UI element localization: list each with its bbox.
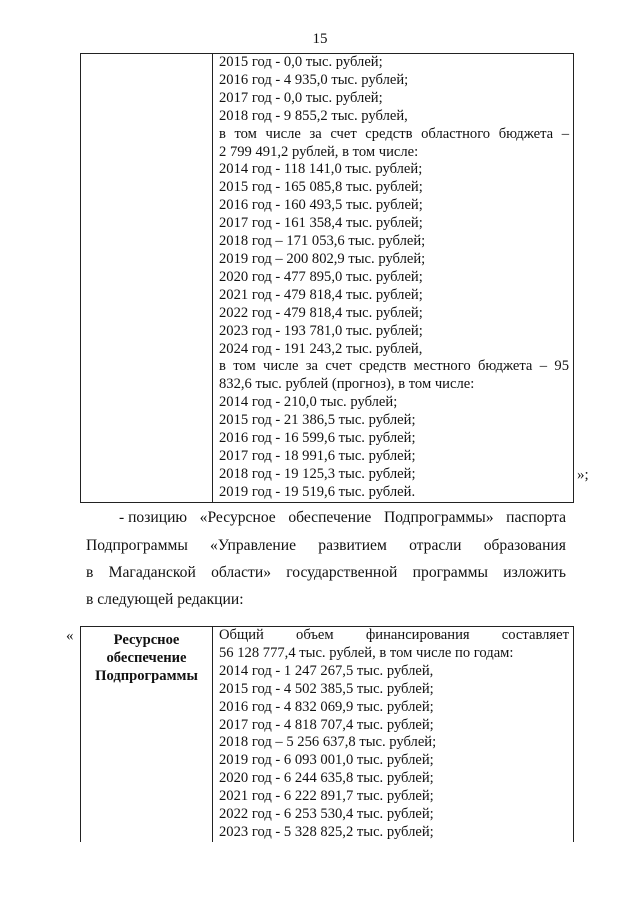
opening-quote: «: [66, 628, 74, 644]
word: государственной: [286, 564, 398, 581]
table-cell-funding-details: [213, 627, 574, 842]
funding-line: 2019 год - 6 093 001,0 тыс. рублей;: [219, 752, 434, 769]
funding-line: в том числе за счет средств областного бюджета –: [219, 125, 569, 142]
funding-line: 2016 год - 16 599,6 тыс. рублей;: [219, 430, 416, 447]
table-row: [81, 627, 574, 842]
funding-line: 2022 год - 479 818,4 тыс. рублей;: [219, 304, 423, 321]
word: паспорта: [506, 509, 566, 526]
word: обеспечение: [288, 509, 372, 526]
word: Подпрограммы: [86, 537, 188, 554]
closing-quote: »;: [577, 467, 589, 483]
funding-line: 2015 год - 21 386,5 тыс. рублей;: [219, 412, 416, 429]
funding-line: 2018 год - 9 855,2 тыс. рублей,: [219, 107, 408, 124]
funding-line: 2019 год – 200 802,9 тыс. рублей;: [219, 250, 426, 267]
funding-line: 2016 год - 4 935,0 тыс. рублей;: [219, 71, 409, 88]
funding-line: 2014 год - 1 247 267,5 тыс. рублей,: [219, 662, 434, 679]
word: в: [86, 564, 94, 581]
resource-table-continued: [80, 53, 574, 503]
funding-line: 2018 год – 171 053,6 тыс. рублей;: [219, 233, 426, 250]
word: развитием: [318, 537, 387, 554]
resource-table-new: [80, 626, 574, 842]
table-row: [81, 54, 574, 503]
word: образования: [483, 537, 566, 554]
funding-line: 2022 год - 6 253 530,4 тыс. рублей;: [219, 806, 434, 823]
funding-line: в том числе за счет средств местного бюджета – 95: [219, 358, 569, 375]
funding-line: 2017 год - 4 818 707,4 тыс. рублей;: [219, 716, 434, 733]
word: программы: [412, 564, 488, 581]
funding-line: 2018 год - 19 125,3 тыс. рублей;: [219, 465, 416, 482]
funding-line: 2014 год - 210,0 тыс. рублей;: [219, 394, 398, 411]
funding-line: 2017 год - 161 358,4 тыс. рублей;: [219, 215, 423, 232]
label-line: Ресурсное: [113, 632, 180, 648]
word: изложить: [503, 564, 566, 581]
paragraph-line-1: [119, 508, 566, 528]
funding-line: 2016 год - 160 493,5 тыс. рублей;: [219, 197, 423, 214]
label-line: обеспечение: [106, 650, 187, 666]
paragraph-line-4: в следующей редакции:: [86, 591, 244, 608]
word: отрасли: [409, 537, 462, 554]
label-line: Подпрограммы: [95, 668, 198, 684]
funding-line: 2018 год – 5 256 637,8 тыс. рублей;: [219, 734, 437, 751]
funding-line: 2020 год - 477 895,0 тыс. рублей;: [219, 268, 423, 285]
funding-line: 2014 год - 118 141,0 тыс. рублей;: [219, 161, 423, 178]
funding-line: 2021 год - 479 818,4 тыс. рублей;: [219, 286, 423, 303]
table-cell-label: [81, 627, 213, 842]
table-cell-funding-details: [213, 54, 574, 503]
funding-line: 2021 год - 6 222 891,7 тыс. рублей;: [219, 788, 434, 805]
word: «Управление: [210, 537, 297, 554]
page-number: 15: [312, 31, 328, 47]
funding-line: 2016 год - 4 832 069,9 тыс. рублей;: [219, 698, 434, 715]
funding-line: 2017 год - 18 991,6 тыс. рублей;: [219, 447, 416, 464]
funding-line: 2023 год - 5 328 825,2 тыс. рублей;: [219, 823, 434, 840]
funding-line: 2015 год - 0,0 тыс. рублей;: [219, 54, 383, 70]
funding-line: 832,6 тыс. рублей (прогноз), в том числе:: [219, 376, 475, 393]
word: - позицию: [119, 509, 188, 526]
paragraph-line-2: [86, 536, 566, 556]
funding-line: 2015 год - 4 502 385,5 тыс. рублей;: [219, 680, 434, 697]
word: «Ресурсное: [199, 509, 276, 526]
funding-line: 2020 год - 6 244 635,8 тыс. рублей;: [219, 770, 434, 787]
word: Магаданской: [108, 564, 196, 581]
table-cell-empty: [81, 54, 213, 503]
funding-line: 2024 год - 191 243,2 тыс. рублей,: [219, 340, 423, 357]
funding-line: 2023 год - 193 781,0 тыс. рублей;: [219, 322, 423, 339]
funding-line: 2 799 491,2 рублей, в том числе:: [219, 143, 419, 160]
funding-line: 2015 год - 165 085,8 тыс. рублей;: [219, 179, 423, 196]
funding-line: 56 128 777,4 тыс. рублей, в том числе по годам:: [219, 644, 514, 661]
paragraph-line-3: [86, 563, 566, 583]
funding-line: 2017 год - 0,0 тыс. рублей;: [219, 89, 383, 106]
word: Подпрограммы»: [383, 509, 494, 526]
word: области»: [211, 564, 271, 581]
funding-line: Общий объем финансирования составляет: [219, 627, 569, 643]
funding-line: 2019 год - 19 519,6 тыс. рублей.: [219, 483, 416, 500]
